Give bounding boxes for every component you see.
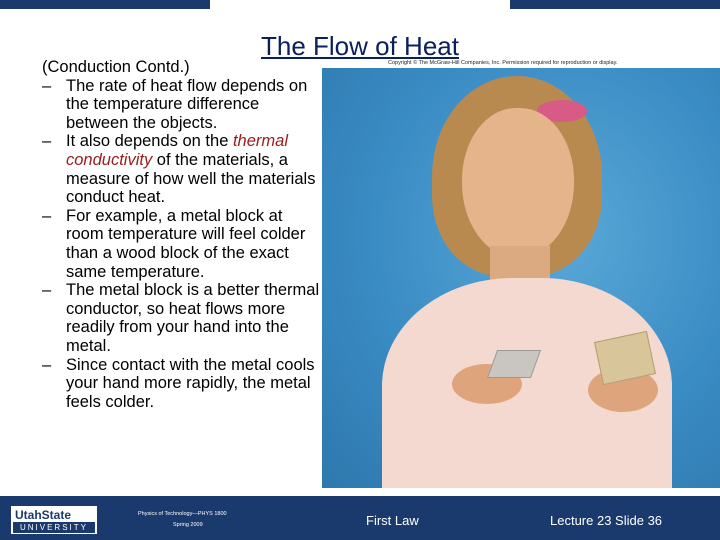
bullet-dash: – [42, 76, 52, 95]
bullet-item [42, 356, 322, 412]
bullet-list [42, 77, 322, 412]
slide-body [42, 58, 322, 411]
top-bar-right [510, 0, 720, 9]
bullet-text-post: of the materials, a measure of how well the materials conduct heat. [66, 150, 316, 207]
top-bar-left [0, 0, 210, 9]
bullet-dash: – [42, 206, 52, 225]
bullet-dash: – [42, 132, 52, 151]
bullet-item [42, 77, 322, 133]
bullet-text: Since contact with the metal cools your hand more rapidly, the metal feels colder. [66, 355, 315, 411]
slide-title: The Flow of Heat [261, 31, 459, 62]
section-label: First Law [366, 513, 419, 528]
bullet-text: For example, a metal block at room temperature will feel colder than a wood block of the exact same temperature. [66, 206, 306, 281]
bullet-item [42, 132, 322, 206]
usu-logo [10, 505, 98, 535]
bullet-item [42, 281, 322, 355]
logo-subtitle: UNIVERSITY [13, 522, 95, 533]
thermal-conductivity-term: thermal conductivity [66, 132, 288, 169]
bullet-dash: – [42, 281, 52, 300]
photo-face [462, 108, 574, 258]
bullet-dash: – [42, 355, 52, 374]
course-term: Spring 2009 [173, 522, 203, 528]
bullet-item [42, 207, 322, 281]
bullet-text: The metal block is a better thermal conductor, so heat flows more readily from your hand into the metal. [66, 281, 320, 355]
photo-girl-holding-blocks [322, 68, 720, 488]
copyright-notice: Copyright © The McGraw-Hill Companies, Inc. Permission required for reproduction or display. [388, 60, 618, 66]
intro-text: (Conduction Contd.) [42, 58, 190, 76]
course-name: Physics of Technology—PHYS 1800 [138, 511, 227, 517]
bullet-text-pre: It also depends on the [66, 132, 233, 151]
bullet-text: The rate of heat flow depends on the temperature difference between the objects. [66, 76, 308, 132]
slide-number: Lecture 23 Slide 36 [550, 513, 663, 528]
logo-wordmark: UtahState [15, 508, 72, 522]
